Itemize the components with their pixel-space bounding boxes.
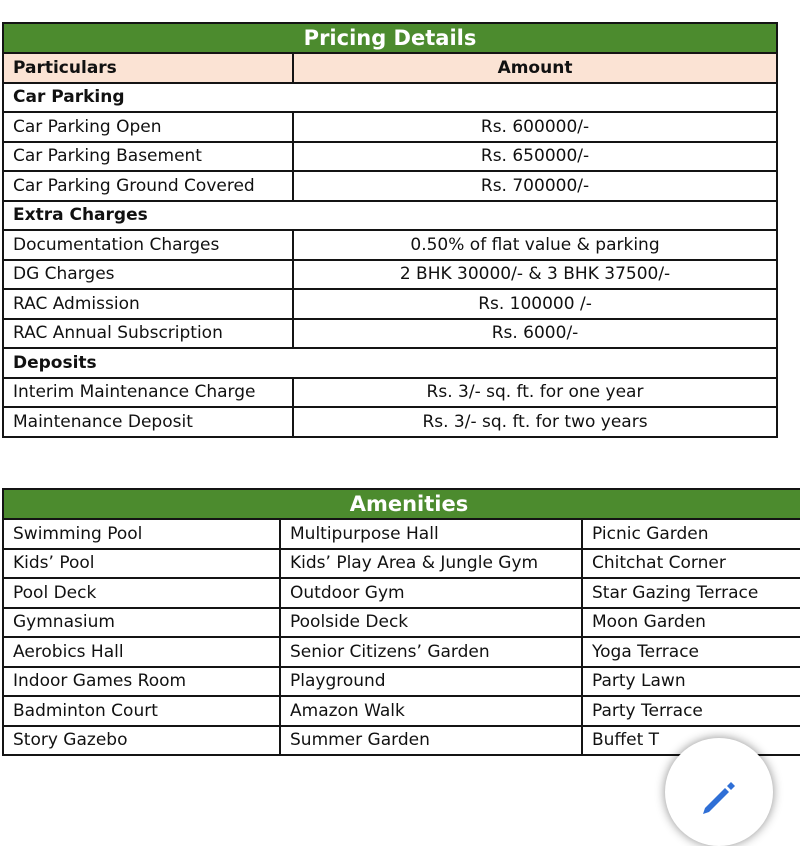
particular-label: Car Parking Basement: [3, 142, 293, 172]
particular-label: RAC Annual Subscription: [3, 319, 293, 349]
amenity-item: Party Terrace: [582, 696, 800, 726]
amenity-row: [3, 608, 800, 638]
particular-label: DG Charges: [3, 260, 293, 290]
amenity-item: Chitchat Corner: [582, 549, 800, 579]
amenity-item: Buffet T: [582, 726, 800, 756]
pricing-row: [3, 319, 777, 349]
amenity-item: Outdoor Gym: [280, 578, 582, 608]
amount-value: Rs. 6000/-: [293, 319, 777, 349]
amenity-item: Senior Citizens’ Garden: [280, 637, 582, 667]
section-row: [3, 348, 777, 378]
amenity-item: Indoor Games Room: [3, 667, 280, 697]
amenity-item: Swimming Pool: [3, 519, 280, 549]
pricing-row: [3, 260, 777, 290]
amenity-row: [3, 578, 800, 608]
particular-label: Interim Maintenance Charge: [3, 378, 293, 408]
pricing-row: [3, 407, 777, 437]
pricing-title: Pricing Details: [3, 23, 777, 53]
particulars-header: Particulars: [3, 53, 293, 83]
amount-value: Rs. 3/- sq. ft. for one year: [293, 378, 777, 408]
amenity-item: Star Gazing Terrace: [582, 578, 800, 608]
amount-value: Rs. 650000/-: [293, 142, 777, 172]
pricing-table: [2, 22, 778, 438]
amenity-item: Story Gazebo: [3, 726, 280, 756]
pricing-row: [3, 142, 777, 172]
pricing-row: [3, 171, 777, 201]
particular-label: Car Parking Ground Covered: [3, 171, 293, 201]
section-row: [3, 83, 777, 113]
particular-label: Maintenance Deposit: [3, 407, 293, 437]
amenity-item: Gymnasium: [3, 608, 280, 638]
pricing-row: [3, 289, 777, 319]
amount-header: Amount: [293, 53, 777, 83]
amenity-item: Badminton Court: [3, 696, 280, 726]
amenity-item: Aerobics Hall: [3, 637, 280, 667]
amenity-item: Kids’ Play Area & Jungle Gym: [280, 549, 582, 579]
amenity-item: Multipurpose Hall: [280, 519, 582, 549]
amount-value: 0.50% of flat value & parking: [293, 230, 777, 260]
amenities-banner-row: [3, 489, 800, 519]
amenity-item: Picnic Garden: [582, 519, 800, 549]
amenity-item: Pool Deck: [3, 578, 280, 608]
amenity-item: Moon Garden: [582, 608, 800, 638]
amenity-item: Summer Garden: [280, 726, 582, 756]
particular-label: Documentation Charges: [3, 230, 293, 260]
amount-value: 2 BHK 30000/- & 3 BHK 37500/-: [293, 260, 777, 290]
edit-fab-button[interactable]: [665, 738, 773, 846]
amenity-row: [3, 696, 800, 726]
amenity-item: Yoga Terrace: [582, 637, 800, 667]
amenities-title: Amenities: [3, 489, 800, 519]
amenity-item: Kids’ Pool: [3, 549, 280, 579]
amenity-row: [3, 726, 800, 756]
amenity-item: Playground: [280, 667, 582, 697]
section-heading: Car Parking: [3, 83, 777, 113]
amenity-row: [3, 549, 800, 579]
amount-value: Rs. 600000/-: [293, 112, 777, 142]
amenity-item: Party Lawn: [582, 667, 800, 697]
amount-value: Rs. 100000 /-: [293, 289, 777, 319]
amount-value: Rs. 700000/-: [293, 171, 777, 201]
section-row: [3, 201, 777, 231]
pricing-row: [3, 230, 777, 260]
amenity-row: [3, 637, 800, 667]
amenity-row: [3, 519, 800, 549]
pricing-banner-row: [3, 23, 777, 53]
pricing-header-row: [3, 53, 777, 83]
section-heading: Deposits: [3, 348, 777, 378]
pricing-row: [3, 378, 777, 408]
amenity-row: [3, 667, 800, 697]
amenity-item: Amazon Walk: [280, 696, 582, 726]
amenity-item: Poolside Deck: [280, 608, 582, 638]
pricing-row: [3, 112, 777, 142]
particular-label: RAC Admission: [3, 289, 293, 319]
pencil-edit-icon: [697, 778, 737, 818]
particular-label: Car Parking Open: [3, 112, 293, 142]
amount-value: Rs. 3/- sq. ft. for two years: [293, 407, 777, 437]
amenities-table: [2, 488, 800, 756]
section-heading: Extra Charges: [3, 201, 777, 231]
